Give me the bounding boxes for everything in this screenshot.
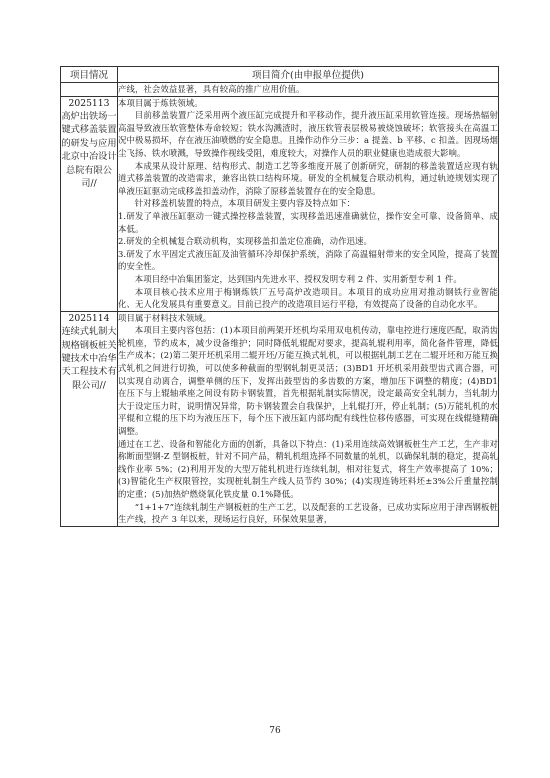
intro-paragraph: 项目属于材料技术领域。 [118,312,212,323]
header-project-intro: 项目简介(由申报单位提供) [118,67,499,83]
table-row-project [61,96,499,311]
intro-paragraph: 1.研发了单液压缸驱动一键式操控移盖装置，实现移盖迅速准确就位，操作安全可靠、设备简单、成本低。 [118,210,498,234]
project-code: 2025114 [68,312,110,324]
table-row-continuation [61,83,499,97]
continuation-paragraph: 产线，社会效益显著，具有较高的推广应用价值。 [118,84,305,94]
project-intro-cell [118,311,499,526]
header-project-info: 项目情况 [61,67,118,83]
project-info-cell [61,96,118,311]
intro-paragraph: 本项目主要内容包括：(1)本项目前两架开坯机均采用双电机传动，靠电控进行速度匹配，取消齿轮机座，节约成本，减少设备维护；同时降低轧辊配对要求，提高轧辊利用率，简化备件管理，降低生产成本；(2)第二架开坯机采用二辊开坯/万能互换式轧机，可以根据轧制工艺在二辊开坯和万能互换式轧机之间进行切换，可以使多种截面的型钢轧制更灵活；(3)BD1 开坯机采用鼓型齿式离合器，可以实现自动离合，调整单侧的压下，发挥出鼓型齿的多齿数的方案，增加压下调整的精度；(4)BD1 在压下与上辊轴承座之间设有防卡钢装置，首先根据轧制实际情况，设定最高安全轧制力，当轧制力大于设定压力时，说明情况异常，防卡钢装置会自我保护，上轧辊打开，停止轧制；(5)万能轧机的水平辊和立辊的压下均为液压压下，每个压下液压缸内部均配有线性位移传感器，可实现在线辊缝精确调整。 [118,325,498,437]
intro-paragraph: 针对移盖机装置的特点，本项目研发主要内容及特点如下： [134,198,356,209]
project-info-cell [61,311,118,526]
intro-paragraph: 本项目属于炼铁领域。 [118,97,203,108]
intro-paragraph: “1+1+7”连续轧制生产钢板桩的生产工艺，以及配套的工艺设备，已成功实际应用于津西钢板桩生产线，投产 3 年以来，现场运行良好，环保效果显著， [118,501,498,525]
intro-paragraph: 2.研发的全机械复合联动机构，实现移盖扣盖定位准确，动作迅速。 [118,236,372,247]
project-code: 2025113 [68,97,110,109]
intro-paragraph: 本项目核心技术应用于梅钢炼铁厂五号高炉改造项目。本项目的成功应用对推动钢铁行业智能化、无人化发展具有重要意义。目前已投产的改造项目运行平稳，有效提高了设备的自动化水平。 [118,286,498,310]
table-row-project [61,311,499,526]
intro-paragraph: 3.研发了水平固定式液压缸及油管循环冷却保护系统，消除了高温辐射带来的安全风险，提高了装置的安全性。 [118,248,498,272]
page-number: 76 [269,726,281,736]
project-name: 高炉出铁场一键式移盖装置的研发与应用北京中冶设计总院有限公司// [61,111,117,190]
intro-paragraph: 本项目经中冶集团鉴定，达到国内先进水平、授权发明专利 2 件、实用新型专利 1 件。 [134,273,462,284]
intro-paragraph: 通过在工艺、设备和智能化方面的创新，具备以下特点：(1)采用连续高效钢板桩生产工艺，生产非对称断面型钢-Z 型钢板桩，针对不同产品，精轧机组选择不同数量的轧机，以确保轧制的稳定，提高轧线作业率 5%；(2)利用开发的大型万能轧机进行连续轧制，相对往复式，将生产效率提高了 10%；(3)智能化生产权限管控，实现桩轧制生产线人员节约 30%；(4)实现连铸坯料坯±3%公斤重量控制的定重；(5)加热炉燃烧氧化铁皮量 0.1%降低。 [118,438,498,499]
continuation-left-cell [61,83,118,97]
table-header-row [61,67,499,83]
continuation-text [118,83,499,97]
project-table [60,66,499,527]
intro-paragraph: 目前移盖装置广泛采用两个液压缸完成提升和平移动作，提升液压缸采用软管连接。现场热辐射高温导致液压软管整体寿命较短；铁水沟溅渣时，液压软管表层极易被烧蚀破坏；软管接头在高温工况中极易损坏，存在液压油喷燃的安全隐患。且操作动作分三步：a 提盖、b 平移、c 扣盖。因现场烟尘飞扬、铁水喷溅，导致操作视线受阻，难度较大，对操作人员的职业健康也造成很大影响。 [118,110,498,158]
project-name: 连续式轧制大规格钢板桩关键技术中冶华天工程技术有限公司// [61,326,117,391]
intro-paragraph: 本成果从设计原理、结构形式、制造工艺等多维度开展了创新研究，研制的移盖装置适应现有轨道式移盖装置的改造需求，兼容出铁口结构环境。研发的全机械复合联动机构，通过轨迹规划实现了单液压缸驱动完成移盖扣盖动作，消除了原移盖装置存在的安全隐患。 [118,160,498,196]
project-intro-cell [118,96,499,311]
